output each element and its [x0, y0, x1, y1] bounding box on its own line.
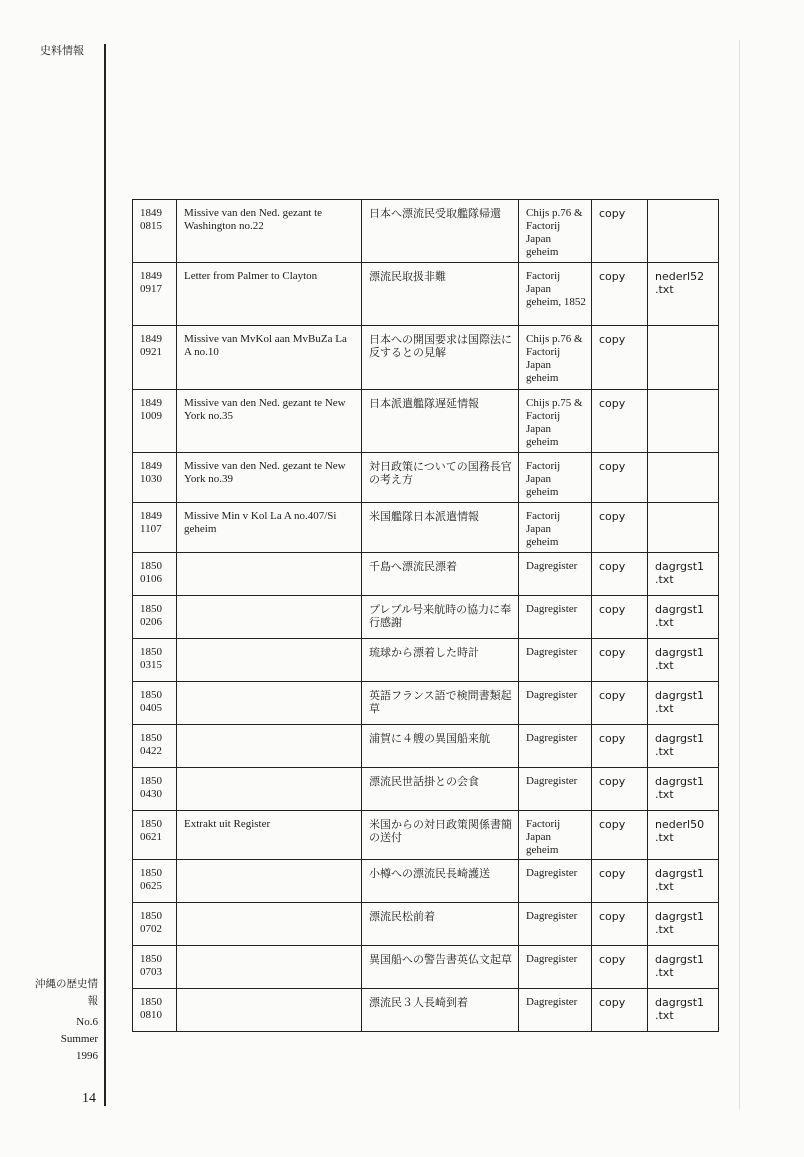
date-cell — [133, 263, 177, 326]
date-month-day: 1009 — [140, 410, 162, 422]
date-cell — [133, 768, 177, 811]
source: Dagregister — [519, 639, 592, 682]
document-title — [177, 553, 362, 596]
table-row — [133, 390, 719, 453]
table-row — [133, 768, 719, 811]
table-row — [133, 682, 719, 725]
date-cell — [133, 453, 177, 503]
document-title — [177, 946, 362, 989]
date-month-day: 0315 — [140, 659, 162, 671]
summary-ja: プレブル号来航時の協力に奉行感謝 — [362, 596, 519, 639]
table-row — [133, 811, 719, 860]
summary-ja: 漂流民松前着 — [362, 903, 519, 946]
date-cell — [133, 860, 177, 903]
table-row — [133, 639, 719, 682]
source: Chijs p.76 & Factorij Japan geheim — [519, 326, 592, 390]
document-title — [177, 639, 362, 682]
table-row — [133, 946, 719, 989]
file-name: dagrgst1 .txt — [648, 903, 719, 946]
journal-title: 沖縄の歴史情報 — [35, 978, 98, 1007]
document-title: Missive van den Ned. gezant te New York no.35 — [177, 390, 362, 453]
table-row — [133, 725, 719, 768]
date-month-day: 0625 — [140, 880, 162, 892]
summary-ja: 対日政策についての国務長官の考え方 — [362, 453, 519, 503]
copy-status: copy — [592, 503, 648, 553]
date-year: 1850 — [140, 867, 162, 879]
document-title — [177, 989, 362, 1032]
records-table — [132, 199, 719, 1032]
source: Dagregister — [519, 768, 592, 811]
source: Factorij Japan geheim — [519, 503, 592, 553]
page-edge-line — [739, 40, 740, 1110]
source: Chijs p.75 & Factorij Japan geheim — [519, 390, 592, 453]
file-name: dagrgst1 .txt — [648, 682, 719, 725]
source: Factorij Japan geheim — [519, 453, 592, 503]
copy-status: copy — [592, 946, 648, 989]
date-year: 1849 — [140, 207, 162, 219]
issue-season: Summer — [60, 1033, 98, 1045]
date-cell — [133, 903, 177, 946]
issue-year: 1996 — [76, 1050, 98, 1062]
table-row — [133, 503, 719, 553]
table-row — [133, 326, 719, 390]
margin-rule — [104, 44, 106, 1106]
source: Dagregister — [519, 903, 592, 946]
date-month-day: 0702 — [140, 923, 162, 935]
copy-status: copy — [592, 811, 648, 860]
date-cell — [133, 200, 177, 263]
file-name: dagrgst1 .txt — [648, 946, 719, 989]
date-month-day: 0206 — [140, 616, 162, 628]
date-year: 1850 — [140, 818, 162, 830]
date-year: 1850 — [140, 953, 162, 965]
date-cell — [133, 811, 177, 860]
summary-ja: 日本への開国要求は国際法に反するとの見解 — [362, 326, 519, 390]
date-month-day: 0405 — [140, 702, 162, 714]
file-name: dagrgst1 .txt — [648, 860, 719, 903]
summary-ja: 小樽への漂流民長崎護送 — [362, 860, 519, 903]
copy-status: copy — [592, 263, 648, 326]
issue-number: No.6 — [76, 1016, 98, 1028]
journal-info — [30, 976, 98, 1065]
date-cell — [133, 682, 177, 725]
date-cell — [133, 503, 177, 553]
file-name: dagrgst1 .txt — [648, 553, 719, 596]
date-month-day: 0621 — [140, 831, 162, 843]
source: Dagregister — [519, 725, 592, 768]
date-month-day: 0815 — [140, 220, 162, 232]
date-month-day: 1107 — [140, 523, 162, 535]
date-month-day: 0703 — [140, 966, 162, 978]
date-cell — [133, 553, 177, 596]
date-cell — [133, 989, 177, 1032]
file-name — [648, 326, 719, 390]
copy-status: copy — [592, 596, 648, 639]
date-year: 1850 — [140, 910, 162, 922]
document-title: Missive van MvKol aan MvBuZa La A no.10 — [177, 326, 362, 390]
file-name — [648, 503, 719, 553]
date-cell — [133, 596, 177, 639]
source: Factorij Japan geheim, 1852 — [519, 263, 592, 326]
date-month-day: 0430 — [140, 788, 162, 800]
source: Dagregister — [519, 989, 592, 1032]
document-title: Extrakt uit Register — [177, 811, 362, 860]
date-year: 1849 — [140, 270, 162, 282]
document-title — [177, 860, 362, 903]
summary-ja: 漂流民世話掛との会食 — [362, 768, 519, 811]
document-title — [177, 903, 362, 946]
date-cell — [133, 390, 177, 453]
summary-ja: 漂流民３人長崎到着 — [362, 989, 519, 1032]
file-name: nederl50 .txt — [648, 811, 719, 860]
source: Dagregister — [519, 946, 592, 989]
table-row — [133, 596, 719, 639]
file-name: dagrgst1 .txt — [648, 768, 719, 811]
table-row — [133, 989, 719, 1032]
copy-status: copy — [592, 989, 648, 1032]
copy-status: copy — [592, 860, 648, 903]
date-month-day: 0921 — [140, 346, 162, 358]
file-name: dagrgst1 .txt — [648, 639, 719, 682]
date-cell — [133, 725, 177, 768]
date-cell — [133, 326, 177, 390]
copy-status: copy — [592, 903, 648, 946]
date-year: 1850 — [140, 996, 162, 1008]
file-name — [648, 453, 719, 503]
copy-status: copy — [592, 639, 648, 682]
document-title: Missive Min v Kol La A no.407/Si geheim — [177, 503, 362, 553]
summary-ja: 日本へ漂流民受取艦隊帰還 — [362, 200, 519, 263]
source: Dagregister — [519, 860, 592, 903]
date-year: 1850 — [140, 775, 162, 787]
date-year: 1850 — [140, 689, 162, 701]
date-year: 1850 — [140, 560, 162, 572]
copy-status: copy — [592, 326, 648, 390]
copy-status: copy — [592, 200, 648, 263]
file-name: nederl52 .txt — [648, 263, 719, 326]
table-row — [133, 453, 719, 503]
document-title — [177, 682, 362, 725]
document-title: Letter from Palmer to Clayton — [177, 263, 362, 326]
document-title — [177, 768, 362, 811]
file-name: dagrgst1 .txt — [648, 596, 719, 639]
date-year: 1849 — [140, 510, 162, 522]
document-title: Missive van den Ned. gezant te New York no.39 — [177, 453, 362, 503]
copy-status: copy — [592, 553, 648, 596]
date-year: 1849 — [140, 397, 162, 409]
date-year: 1849 — [140, 333, 162, 345]
summary-ja: 米国艦隊日本派遣情報 — [362, 503, 519, 553]
date-year: 1849 — [140, 460, 162, 472]
file-name: dagrgst1 .txt — [648, 989, 719, 1032]
summary-ja: 琉球から漂着した時計 — [362, 639, 519, 682]
section-label: 史料情報 — [40, 44, 84, 57]
source: Dagregister — [519, 553, 592, 596]
summary-ja: 漂流民取扱非難 — [362, 263, 519, 326]
date-month-day: 0810 — [140, 1009, 162, 1021]
copy-status: copy — [592, 768, 648, 811]
copy-status: copy — [592, 725, 648, 768]
date-year: 1850 — [140, 732, 162, 744]
table-row — [133, 553, 719, 596]
table-row — [133, 860, 719, 903]
date-year: 1850 — [140, 646, 162, 658]
date-year: 1850 — [140, 603, 162, 615]
summary-ja: 千島へ漂流民漂着 — [362, 553, 519, 596]
summary-ja: 米国からの対日政策関係書簡の送付 — [362, 811, 519, 860]
file-name: dagrgst1 .txt — [648, 725, 719, 768]
copy-status: copy — [592, 390, 648, 453]
source: Factorij Japan geheim — [519, 811, 592, 860]
date-month-day: 1030 — [140, 473, 162, 485]
table-row — [133, 903, 719, 946]
date-cell — [133, 946, 177, 989]
copy-status: copy — [592, 453, 648, 503]
date-month-day: 0917 — [140, 283, 162, 295]
document-title — [177, 596, 362, 639]
document-title — [177, 725, 362, 768]
source: Chijs p.76 & Factorij Japan geheim — [519, 200, 592, 263]
summary-ja: 日本派遣艦隊遅延情報 — [362, 390, 519, 453]
source: Dagregister — [519, 682, 592, 725]
copy-status: copy — [592, 682, 648, 725]
page-number: 14 — [82, 1091, 96, 1106]
date-month-day: 0422 — [140, 745, 162, 757]
file-name — [648, 390, 719, 453]
date-month-day: 0106 — [140, 573, 162, 585]
summary-ja: 異国船への警告書英仏文起草 — [362, 946, 519, 989]
source: Dagregister — [519, 596, 592, 639]
summary-ja: 英語フランス語で検問書類起草 — [362, 682, 519, 725]
table-row — [133, 263, 719, 326]
summary-ja: 浦賀に４艘の異国船来航 — [362, 725, 519, 768]
file-name — [648, 200, 719, 263]
document-title: Missive van den Ned. gezant te Washington no.22 — [177, 200, 362, 263]
table-row — [133, 200, 719, 263]
date-cell — [133, 639, 177, 682]
